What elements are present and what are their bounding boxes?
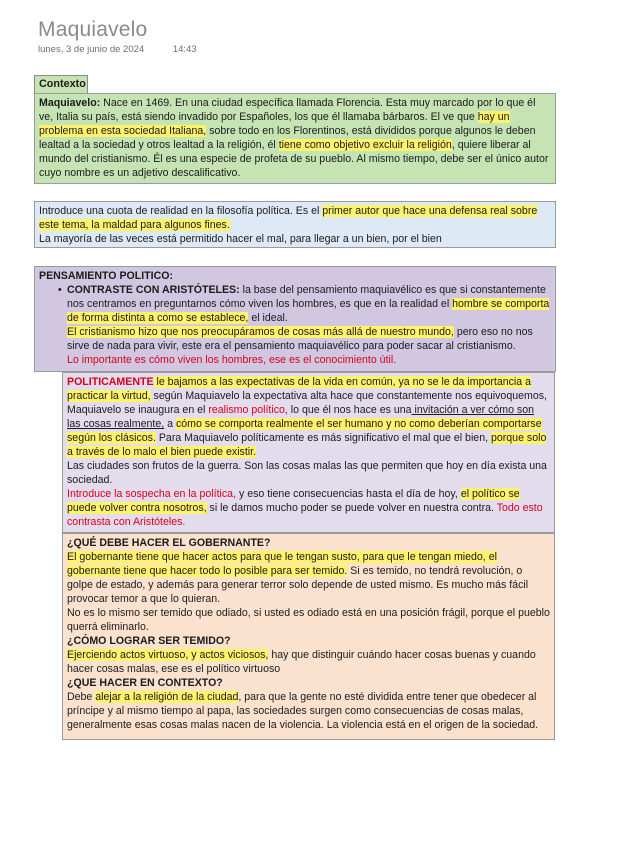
pensamiento-text-1: la base del pensamiento maquiavélico es que si constantemente nos centramos en preguntarnos cómo viven los hombres, es que en la realidad el <box>67 284 546 310</box>
page-meta <box>38 44 197 55</box>
context-highlight-1: hay un problema en esta sociedad Italiana, <box>39 111 510 137</box>
politica-highlight-2: cómo se comporta realmente el ser humano y no como deberían comportarse según los clásicos. <box>67 418 542 444</box>
politica-highlight-1: le bajamos a las expectativas de la vida en común, ya no se le da importancia a practicar la virtud, <box>67 376 531 402</box>
page-date: lunes, 3 de junio de 2024 <box>38 44 145 55</box>
politica-text-6: y eso tiene consecuencias hasta el día de hoy, <box>236 488 461 500</box>
gobernante-text-5: , para que la gente no esté dividida entre tener que obedecer al príncipe y al mismo tiempo al papa, las sociedades surgen como consecuencias de cosas malas, generalmente esas cosas malas nacen de la violencia. La violencia está en el origen de la sociedad. <box>67 691 539 731</box>
intro-note-box[interactable] <box>34 201 556 248</box>
politica-text-7: si le damos mucho poder se puede volver en nuestra contra. <box>206 502 497 514</box>
gobernante-highlight-1: El gobernante tiene que hacer actos para que le tengan susto, para que le tengan miedo, el gobernante tiene que hacer todo lo posible para ser temido. <box>67 551 497 577</box>
pensamiento-text-2: el ideal. <box>248 312 288 324</box>
pensamiento-text-3: pero eso no nos sirve de nada para vivir, este era el pensamiento maquiavélico para poder sacar al cristianismo. <box>67 326 533 352</box>
politica-text-3: a <box>164 418 176 430</box>
context-text-2: sobre todo en los Florentinos, está divididos porque algunos le deben lealtad a la sociedad y otros lealtad a la religión, él <box>39 125 536 151</box>
context-heading: Maquiavelo: <box>39 97 101 109</box>
context-highlight-2: tiene como objetivo excluir la religión <box>278 139 452 151</box>
pensamiento-highlight-1: hombre se comporta de forma distinta a como se establece, <box>67 298 550 324</box>
gobernante-question-1: ¿QUÉ DEBE HACER EL GOBERNANTE? <box>67 537 271 549</box>
politica-text-4: Para Maquiavelo políticamente es más significativo el mal que el bien, <box>155 432 491 444</box>
politica-paragraph-2: Las ciudades son frutos de la guerra. Son las cosas malas las que permiten que hoy en día exista una sociedad. <box>67 460 547 486</box>
gobernante-paragraph-2: No es lo mismo ser temido que odiado, si usted es odiado está en una posición frágil, porque el pueblo querrá eliminarlo. <box>67 607 550 633</box>
gobernante-question-2: ¿CÓMO LOGRAR SER TEMIDO? <box>67 635 231 647</box>
gobernante-note-box[interactable] <box>62 533 555 740</box>
gobernante-question-3: ¿QUE HACER EN CONTEXTO? <box>67 677 223 689</box>
gobernante-paragraph-1 <box>67 550 550 606</box>
intro-text-1: Introduce una cuota de realidad en la filosofía política. Es el <box>39 205 323 217</box>
page-title[interactable]: Maquiavelo <box>38 18 148 41</box>
politica-red-2: Introduce la sospecha en la política, <box>67 488 237 500</box>
gobernante-text-4: Debe <box>67 691 96 703</box>
pensamiento-note-box[interactable] <box>34 266 556 372</box>
pensamiento-heading: PENSAMIENTO POLITICO: <box>39 270 173 282</box>
gobernante-highlight-3: alejar a la religión de la ciudad <box>95 691 239 703</box>
context-text-1: Nace en 1469. En una ciudad específica llamada Florencia. Esta muy marcado por lo que él ve, Italia su país, está siendo invadido por Españoles, los que él llamaba bárbaros. El ve que <box>39 97 536 123</box>
page-time: 14:43 <box>172 44 197 55</box>
gobernante-text-1: Si es temido, no tendrá revolución, o golpe de estado, y además para generar terror solo depende de usted mismo. Es mucho más fácil provocar temor a que lo quieran. <box>67 565 529 605</box>
pensamiento-red-note: Lo importante es cómo viven los hombres, ese es el conocimiento útil. <box>67 354 397 366</box>
pensamiento-bullet-paragraph-1 <box>67 283 551 325</box>
context-note-box[interactable] <box>34 93 556 184</box>
intro-highlight-1: primer autor que hace una defensa real sobre este tema, la maldad para algunos fines. <box>39 205 538 231</box>
politica-paragraph-1 <box>67 375 550 459</box>
politica-red-1: realismo político, <box>208 404 288 416</box>
context-tag[interactable]: Contexto <box>34 75 88 94</box>
gobernante-text-3: hay que distinguir cuándo hacer cosas buenas y cuando hacer cosas malas, ese es el político virtuoso <box>67 649 536 675</box>
pensamiento-bullet-paragraph-2 <box>67 325 551 353</box>
intro-paragraph-1 <box>39 204 551 232</box>
politica-red-3: Todo esto contrasta con Aristóteles. <box>67 502 543 528</box>
intro-paragraph-2: La mayoría de las veces está permitido hacer el mal, para llegar a un bien, por el bien <box>39 233 442 245</box>
politica-highlight-4: el político se puede volver contra nosotros, <box>67 488 520 514</box>
gobernante-paragraph-4 <box>67 690 550 732</box>
gobernante-highlight-2: Ejerciendo actos virtuoso, y actos viciosos, <box>67 649 269 661</box>
politica-text-2: lo que él nos hace es una <box>287 404 412 416</box>
politica-paragraph-3 <box>67 487 550 529</box>
politica-text-1: según Maquiavelo la expectativa alta hace que constantemente nos equivoquemos, Maquiavelo se inaugura en el <box>67 390 547 416</box>
context-text-3: , quiere liberar al mundo del cristianismo. Él es una especie de profeta de su pueblo. Al mismo tiempo, debe ser el único autor cuyo nombre es un adjetivo descalificativo. <box>39 139 549 179</box>
politica-keyword: POLITICAMENTE <box>67 376 154 388</box>
politica-note-box[interactable] <box>62 372 555 533</box>
pensamiento-highlight-2: El cristianismo hizo que nos preocupáramos de cosas más allá de nuestro mundo, <box>67 326 454 338</box>
pensamiento-bullet <box>39 283 551 367</box>
politica-underline-1: invitación a ver cómo son las cosas realmente, <box>67 404 535 430</box>
politica-highlight-3: porque solo a través de lo malo el bien puede existir. <box>67 432 547 458</box>
gobernante-paragraph-3 <box>67 648 550 676</box>
pensamiento-bullet-title: CONTRASTE CON ARISTÓTELES: <box>67 284 240 296</box>
